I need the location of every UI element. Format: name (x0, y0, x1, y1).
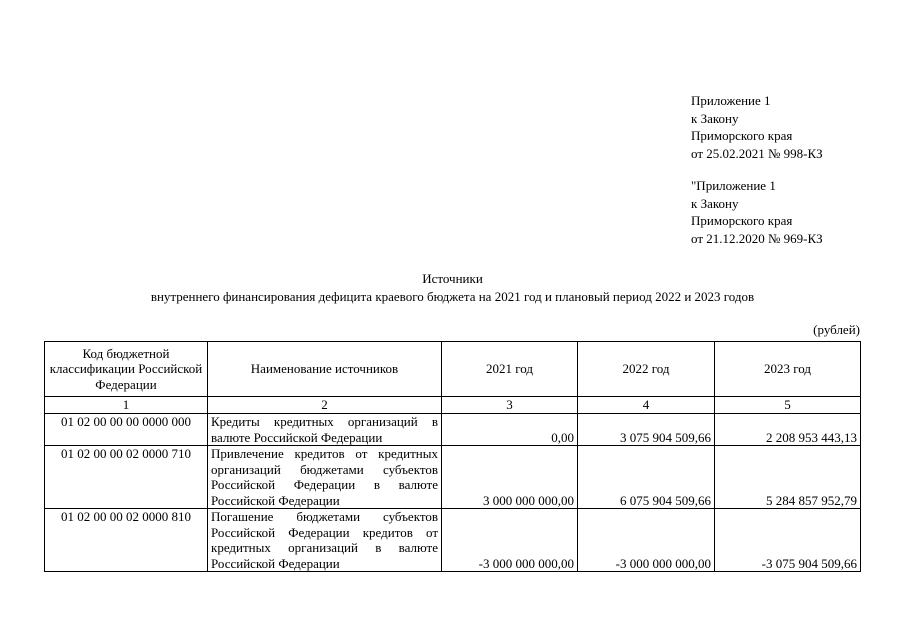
header-2021: 2021 год (442, 342, 578, 397)
appendix-line: к Закону (691, 110, 739, 126)
appendix-line: Приморского края (691, 128, 793, 143)
units-label: (рублей) (813, 322, 860, 337)
appendix-line: к Закону (691, 195, 739, 211)
header-2022: 2022 год (578, 342, 715, 397)
cell-2022: 6 075 904 509,66 (578, 446, 715, 509)
header-name: Наименование источников (208, 342, 442, 397)
table-row (45, 414, 861, 446)
cell-2021: 0,00 (442, 414, 578, 446)
cell-2022: -3 000 000 000,00 (578, 509, 715, 572)
cell-2023: 2 208 953 443,13 (715, 414, 861, 446)
appendix-line: от 21.12.2020 № 969-КЗ (691, 230, 823, 246)
cell-code: 01 02 00 00 02 0000 710 (45, 446, 208, 509)
column-number-row (45, 397, 861, 414)
appendix-line: "Приложение 1 (691, 178, 776, 193)
header-code: Код бюджетной классификации Российской Федерации (45, 342, 208, 397)
sources-table (44, 341, 861, 572)
appendix-current-header (691, 92, 823, 162)
cell-2021: -3 000 000 000,00 (442, 509, 578, 572)
header-2023: 2023 год (715, 342, 861, 397)
cell-2022: 3 075 904 509,66 (578, 414, 715, 446)
table-row (45, 446, 861, 509)
cell-2023: 5 284 857 952,79 (715, 446, 861, 509)
column-number: 2 (208, 397, 442, 414)
document-subtitle: внутреннего финансирования дефицита краевого бюджета на 2021 год и плановый период 2022 и 2023 годов (150, 289, 755, 304)
cell-name: Привлечение кредитов от кредитных организаций бюджетами субъектов Российской Федерации в валюте Российской Федерации (208, 446, 442, 509)
appendix-line: Приморского края (691, 213, 793, 228)
cell-2023: -3 075 904 509,66 (715, 509, 861, 572)
cell-name: Погашение бюджетами субъектов Российской Федерации кредитов от кредитных организаций в валюте Российской Федерации (208, 509, 442, 572)
appendix-original-header (691, 177, 823, 247)
column-number: 4 (578, 397, 715, 414)
table-header-row (45, 342, 861, 397)
document-title: Источники (422, 271, 483, 286)
table-row (45, 509, 861, 572)
column-number: 3 (442, 397, 578, 414)
cell-code: 01 02 00 00 02 0000 810 (45, 509, 208, 572)
cell-name: Кредиты кредитных организаций в валюте Российской Федерации (208, 414, 442, 446)
column-number: 1 (45, 397, 208, 414)
cell-code: 01 02 00 00 00 0000 000 (45, 414, 208, 446)
appendix-line: Приложение 1 (691, 93, 771, 108)
cell-2021: 3 000 000 000,00 (442, 446, 578, 509)
appendix-line: от 25.02.2021 № 998-КЗ (691, 145, 823, 161)
column-number: 5 (715, 397, 861, 414)
